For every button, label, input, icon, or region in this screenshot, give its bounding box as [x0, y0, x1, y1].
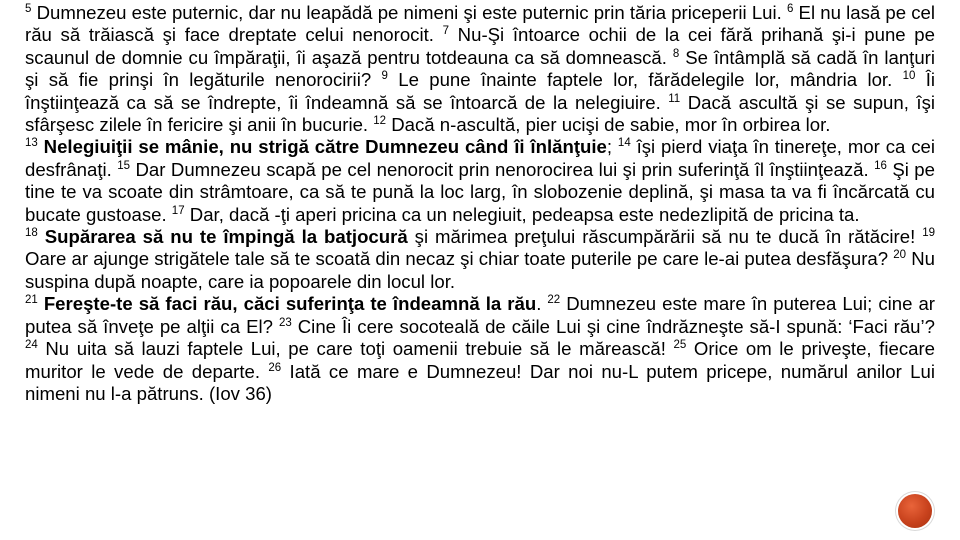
verse-number: 11	[668, 92, 681, 105]
verse-number: 20	[893, 249, 907, 262]
verse-text: El nu lasă pe cel rău să trăiască şi face dreptate celui nenorocit.	[25, 2, 935, 46]
bold-text: Fereşte-te să faci rău, căci suferinţa te îndeamnă la rău	[37, 293, 537, 315]
verse-text: şi mărimea preţului răscumpărării să nu te ducă în rătăcire!	[407, 226, 923, 248]
verse-text: Dar Dumnezeu scapă pe cel nenorocit prin nenorocirea lui şi prin suferinţă îl înştiinţează.	[130, 158, 875, 180]
verse-text: Dacă ascultă şi se supun, îşi sfârşesc zilele în fericire şi anii în bucurie.	[25, 91, 935, 136]
verse-text: Oare ar ajunge strigătele tale să te scoată din necaz şi chiar toate puterile pe care le-ai putea desfăşura?	[25, 248, 894, 270]
verse-text: Nu-Şi întoarce ochii de la cei fără prihană şi-i pune pe scaunul de domnie cu împăraţii, îi aşază pentru totdeauna ca să domnească.	[25, 24, 935, 68]
verse-text: Şi pe tine te va scoate din strâmtoare, ca să te pună la loc larg, în slobozenie deplină, şi masa ta va fi încărcată cu bucate gustoase.	[25, 158, 935, 225]
bold-text: Nelegiuiţii se mânie, nu strigă către Dumnezeu când îi înlănţuie	[37, 136, 607, 158]
verse-number: 9	[381, 70, 388, 83]
verse-text: Dacă n-ascultă, pier ucişi de sabie, mor în orbirea lor.	[386, 114, 831, 136]
verse-number: 18	[25, 226, 38, 239]
verse-number: 7	[442, 25, 450, 38]
paragraph	[25, 226, 935, 293]
verse-number: 13	[25, 137, 38, 150]
verse-text: îşi pierd viaţa în tinereţe, mor ca cei desfrânaţi.	[25, 136, 935, 180]
verse-text: .	[536, 293, 548, 315]
verse-number: 8	[672, 47, 680, 60]
verse-number: 23	[278, 316, 292, 329]
orange-circle-button-icon[interactable]	[898, 494, 932, 528]
paragraph	[25, 2, 935, 136]
verse-text: Iată ce mare e Dumnezeu! Dar noi nu-L putem pricepe, numărul anilor Lui nimeni nu l-a pătruns. (Iov 36)	[25, 360, 935, 404]
verse-number: 24	[25, 338, 38, 351]
paragraph	[25, 136, 935, 226]
verse-text: Se întâmplă să cadă în lanţuri şi să fie prinşi în legăturile nenorocirii?	[25, 46, 935, 91]
verse-number: 14	[617, 137, 631, 150]
verse-text: Dar, dacă -ţi aperi pricina ca un nelegiuit, pedeapsa este nedezlipită de pricina ta.	[184, 203, 860, 225]
verse-text: ;	[606, 136, 618, 158]
verse-number: 10	[902, 70, 916, 83]
verse-number: 12	[373, 114, 387, 127]
verse-number: 6	[786, 2, 794, 15]
verse-number: 21	[25, 294, 38, 307]
paragraph	[25, 293, 935, 405]
verse-number: 5	[25, 2, 32, 15]
verse-text: Nu suspina după noapte, care ia popoarele din locul lor.	[25, 248, 935, 292]
verse-number: 26	[268, 361, 282, 374]
verse-number: 22	[547, 294, 561, 307]
verse-text: Dumnezeu este mare în puterea Lui; cine ar putea să înveţe pe alţii ca El?	[25, 293, 935, 337]
verse-text: Dumnezeu este puternic, dar nu leapădă pe nimeni şi este puternic prin tăria priceperii Lui.	[31, 2, 787, 23]
bold-text: Supărarea să nu te împingă la batjocură	[37, 226, 408, 248]
verse-number: 16	[874, 159, 887, 172]
verse-number: 25	[673, 338, 687, 351]
verse-text: Le pune înainte faptele lor, fărădelegile lor, mândria lor.	[387, 69, 903, 91]
verse-number: 15	[117, 159, 131, 172]
verse-text: Nu uita să lauzi faptele Lui, pe care toţi oamenii trebuie să le mărească!	[37, 338, 674, 360]
verse-number: 19	[922, 226, 935, 239]
verse-text: Orice om le priveşte, fiecare muritor le vede de departe.	[25, 338, 935, 382]
scripture-text	[25, 2, 935, 405]
verse-text: Cine Îi cere socoteală de căile Lui şi cine îndrăzneşte să-I spună: ‘Faci rău’?	[291, 315, 935, 337]
verse-number: 17	[171, 204, 185, 217]
verse-text: Îi înştiinţează ca să se îndrepte, îi îndeamnă să se întoarcă de la nelegiuire.	[25, 69, 935, 113]
